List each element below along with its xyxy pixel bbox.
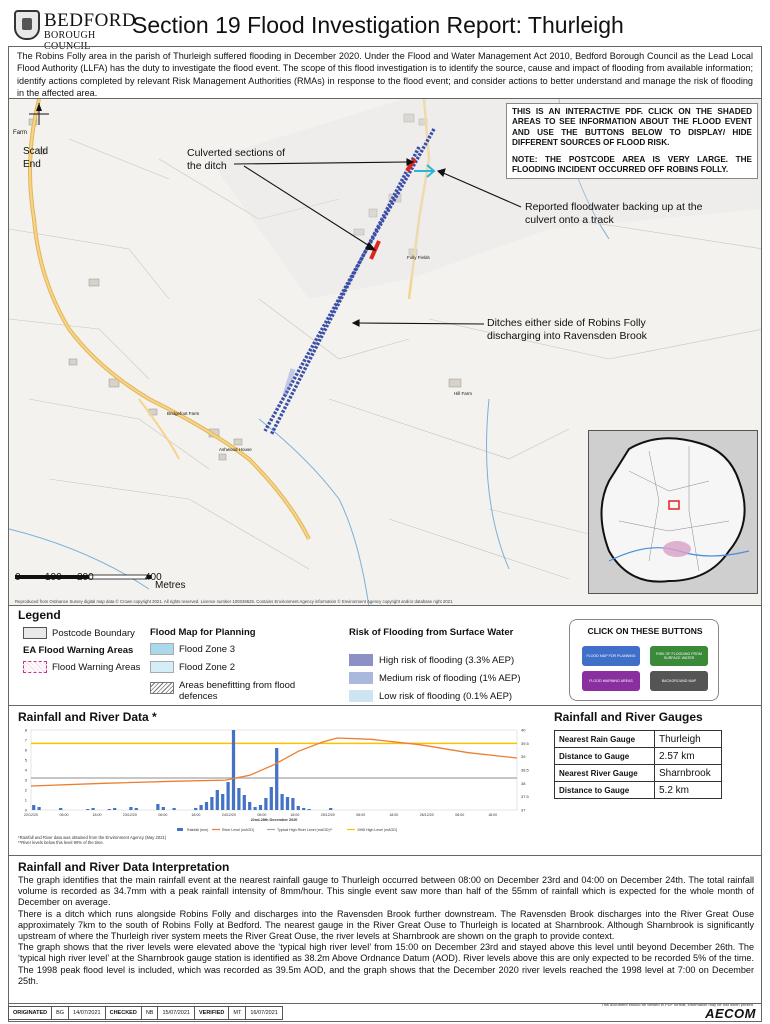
- y-right-tick-label: 39: [521, 754, 526, 760]
- legend-high-risk: High risk of flooding (3.3% AEP): [379, 655, 515, 666]
- rainfall-bar: [297, 806, 300, 810]
- originated-label: ORIGINATED: [8, 1006, 52, 1020]
- annotation-culverts: Culverted sections of the ditch: [187, 147, 286, 172]
- x-tick-label: 18:00: [191, 813, 201, 817]
- high-risk-swatch: [349, 654, 373, 666]
- interpretation-p3: The graph shows that the river levels were elevated above the ‘typical high river level’ from 15:00 on December 23rd and stayed above this level until beyond December 26th. The ‘typical high river level’ at the Sharnbrook gauge station is identified as 38.2m Above Ordnance Datum (AOD). River levels above this are only expected to be recorded 5% of the time. The 1998 peak flood level is included, which was recorded as 39.5m AOD, and the graph shows that the December 2020 river levels reached the 1998 level at 7:00 on December 25th.: [18, 942, 754, 986]
- y-right-tick-label: 37.5: [521, 794, 529, 800]
- chart-plot-area: [31, 730, 517, 810]
- rainfall-bar: [108, 809, 111, 810]
- y-left-tick-label: 0: [24, 807, 27, 813]
- defences-swatch: [150, 682, 174, 694]
- rainfall-bar: [226, 782, 229, 810]
- interpretation-body: [18, 875, 754, 987]
- x-tick-label: 24/12/20: [221, 813, 236, 817]
- info-text-1: THIS IS AN INTERACTIVE PDF. CLICK ON THE SHADED AREAS TO SEE INFORMATION ABOUT THE FLOOD EVENT AND USE THE BUTTONS BELOW TO DISPLAY/ HIDE DIFFERENT SOURCES OF FLOOD RISK.: [512, 107, 752, 148]
- interpretation-title: Rainfall and River Data Interpretation: [18, 860, 230, 874]
- legend-swatch: [177, 828, 183, 831]
- rainfall-bar: [253, 807, 256, 810]
- legend-low-risk: Low risk of flooding (0.1% AEP): [379, 691, 513, 702]
- place-bridgefoot: Bridgefoot Farm: [167, 411, 200, 416]
- map-copyright: Reproduced from Ordnance Survey digital map data © Crown copyright 2021. All rights reserved. Licence number 100048626. Contains Environment Agency information © Environment Agency copyright and/or database right 2021: [15, 599, 453, 604]
- rainfall-bar: [329, 808, 332, 810]
- gauge-label: Distance to Gauge: [555, 782, 655, 799]
- legend-ea-heading: EA Flood Warning Areas: [23, 645, 134, 656]
- footer: [8, 1003, 762, 1022]
- rainfall-bar: [275, 748, 278, 810]
- legend-zone2: Flood Zone 2: [179, 662, 235, 673]
- flood-warning-swatch: [23, 661, 47, 673]
- header: [0, 0, 770, 52]
- x-tick-label: 06:00: [59, 813, 69, 817]
- y-right-tick-label: 39.5: [521, 740, 529, 746]
- table-row: [555, 748, 722, 765]
- x-tick-label: 06:00: [257, 813, 267, 817]
- rainfall-bar: [216, 790, 219, 810]
- bedford-logo: [14, 8, 137, 52]
- verified-by: MT: [229, 1006, 246, 1020]
- legend-entry: River Level (mAOD): [222, 828, 255, 832]
- checked-date: 15/07/2021: [158, 1006, 195, 1020]
- rainfall-bar: [280, 794, 283, 810]
- chart-note-1: *Rainfall and River data was obtained from the Environment Agency (May 2021): [18, 835, 167, 840]
- table-row: [555, 731, 722, 748]
- x-tick-label: 18:00: [389, 813, 399, 817]
- interactive-info-box: [506, 103, 758, 179]
- checked-by: NB: [142, 1006, 159, 1020]
- gauge-value: Sharnbrook: [655, 765, 722, 782]
- rainfall-bar: [264, 798, 267, 810]
- legend-defences: Areas benefitting from flood defences: [179, 680, 296, 702]
- place-farm: Farm: [13, 130, 27, 136]
- rainfall-bar: [135, 808, 138, 810]
- rainfall-bar: [243, 795, 246, 810]
- gauge-value: Thurleigh: [655, 731, 722, 748]
- interpretation-p1: The graph identifies that the main rainfall event at the nearest rainfall gauge to Thurleigh occurred between 08:00 on December 23rd and 04:00 on December 24th. The total rainfall volume is recorded as 34.7mm with a peak rainfall intensity of 8mm/hour. This single event saw more than half of the 55mm of rainfall which is expected for the whole month of December on average.: [18, 875, 754, 908]
- legend-entry: Rainfall (mm): [187, 828, 209, 832]
- postcode-swatch: [23, 627, 47, 639]
- flood-map-planning-button[interactable]: FLOOD MAP FOR PLANNING: [582, 646, 640, 666]
- y-right-tick-label: 40: [521, 727, 526, 733]
- place-hill-farm: Hill Farm: [454, 391, 472, 396]
- rainfall-bar: [259, 805, 262, 810]
- info-text-2: NOTE: THE POSTCODE AREA IS VERY LARGE. THE FLOODING INCIDENT OCCURRED OFF ROBINS FOLLY.: [512, 154, 752, 175]
- x-tick-label: 18:00: [488, 813, 498, 817]
- scale-unit: Metres: [155, 580, 186, 591]
- surface-water-button[interactable]: RISK OF FLOODING FROM SURFACE WATER: [650, 646, 708, 666]
- rainfall-bar: [91, 808, 94, 810]
- legend-surface-heading: Risk of Flooding from Surface Water: [349, 627, 514, 638]
- rainfall-bar: [172, 808, 175, 810]
- flood-map[interactable]: [8, 98, 762, 606]
- gauge-value: 2.57 km: [655, 748, 722, 765]
- x-axis-label: 22nd-28th December 2020: [250, 818, 298, 822]
- y-left-tick-label: 1: [24, 797, 27, 803]
- rainfall-bar: [113, 808, 116, 810]
- scale-tick-100: 100: [45, 572, 62, 583]
- flood-warning-areas-button[interactable]: FLOOD WARNING AREAS: [582, 671, 640, 691]
- y-left-tick-label: 4: [24, 767, 27, 773]
- rainfall-bar: [205, 802, 208, 810]
- rainfall-bar: [32, 805, 35, 810]
- y-left-tick-label: 8: [24, 727, 27, 733]
- location-inset-map[interactable]: [588, 430, 758, 594]
- background-map-button[interactable]: BACKGROUND MAP: [650, 671, 708, 691]
- rainfall-bar: [210, 797, 213, 810]
- verified-date: 16/07/2021: [246, 1006, 283, 1020]
- x-tick-label: 06:00: [455, 813, 465, 817]
- legend-fmp-heading: Flood Map for Planning: [150, 627, 256, 638]
- y-right-tick-label: 38: [521, 780, 526, 786]
- rainfall-bar: [286, 797, 289, 810]
- x-tick-label: 25/12/20: [320, 813, 335, 817]
- y-left-tick-label: 6: [24, 747, 27, 753]
- x-tick-label: 06:00: [356, 813, 366, 817]
- aecom-logo: AECOM: [705, 1006, 756, 1021]
- rainfall-bar: [302, 808, 305, 810]
- y-left-tick-label: 7: [24, 737, 27, 743]
- gauge-label: Nearest River Gauge: [555, 765, 655, 782]
- rainfall-bar: [221, 794, 224, 810]
- y-left-tick-label: 2: [24, 787, 27, 793]
- x-tick-label: 26/12/20: [419, 813, 434, 817]
- rainfall-section: [8, 706, 762, 856]
- zone3-swatch: [150, 643, 174, 655]
- x-tick-label: 22/12/20: [24, 813, 38, 817]
- zone2-swatch: [150, 661, 174, 673]
- table-row: [555, 782, 722, 799]
- y-left-tick-label: 5: [24, 757, 27, 763]
- interpretation-p2: There is a ditch which runs alongside Robins Folly and discharges into the Ravensden Brook further downstream. The Ravensden Brook discharges into the River Great Ouse approximately 7km to the south of Robins Folly at Bedford. The nearest gauge in the River Great Ouse to Thurleigh is located at Sharnbrook. Although Sharnbrook is significantly upstream of where the Thurleigh river system meets the River Great Ouse, the river levels at Sharnbrook are shown on the graph to provide context.: [18, 908, 754, 942]
- gauge-label: Nearest Rain Gauge: [555, 731, 655, 748]
- rainfall-bar: [232, 730, 235, 810]
- logo-line2: BOROUGH COUNCIL: [44, 30, 96, 52]
- place-ashwood: Ashwood House: [219, 447, 252, 452]
- logo-line1: BEDFORD: [44, 10, 137, 31]
- legend-title: Legend: [18, 608, 61, 622]
- rainfall-bar: [199, 805, 202, 810]
- rainfall-bar: [194, 808, 197, 810]
- legend-postcode: Postcode Boundary: [52, 628, 135, 639]
- rainfall-bar: [37, 807, 40, 810]
- legend-medium-risk: Medium risk of flooding (1% AEP): [379, 673, 521, 684]
- y-left-tick-label: 3: [24, 777, 27, 783]
- originated-date: 14/07/2021: [69, 1006, 106, 1020]
- pdf-note: This document should be viewed in PDF format, information may be lost when printed: [601, 1002, 753, 1007]
- x-tick-label: 06:00: [158, 813, 168, 817]
- inset-canvas: [589, 431, 758, 594]
- rainfall-bar: [86, 809, 89, 810]
- x-tick-label: 18:00: [92, 813, 102, 817]
- gauge-label: Distance to Gauge: [555, 748, 655, 765]
- y-right-tick-label: 38.5: [521, 767, 529, 773]
- buttons-title: CLICK ON THESE BUTTONS: [587, 626, 703, 636]
- rainfall-bar: [248, 802, 251, 810]
- rainfall-bar: [59, 808, 62, 810]
- page-title: Section 19 Flood Investigation Report: Thurleigh: [132, 12, 624, 38]
- low-risk-swatch: [349, 690, 373, 702]
- x-tick-label: 18:00: [290, 813, 300, 817]
- rainfall-bar: [162, 807, 165, 810]
- verified-label: VERIFIED: [195, 1006, 229, 1020]
- interpretation-section: [8, 856, 762, 1022]
- legend-entry: Typical High River Level (mAOD)**: [277, 828, 333, 832]
- scale-tick-400: 400: [145, 572, 162, 583]
- scale-tick-200: 200: [77, 572, 94, 583]
- chart-note-2: **River levels below this level 90% of the time.: [18, 840, 104, 846]
- chart-notes: [18, 835, 166, 845]
- gauges-title: Rainfall and River Gauges: [554, 710, 703, 724]
- medium-risk-swatch: [349, 672, 373, 684]
- checked-label: CHECKED: [106, 1006, 142, 1020]
- y-right-tick-label: 37: [521, 807, 526, 813]
- rainfall-river-chart: [17, 724, 537, 836]
- signoff-row: [8, 1006, 283, 1020]
- rainfall-title: Rainfall and River Data *: [18, 710, 157, 724]
- originated-by: BG: [52, 1006, 69, 1020]
- place-scald-end: Scald End: [23, 146, 49, 170]
- x-tick-label: 23/12/20: [122, 813, 137, 817]
- gauge-value: 5.2 km: [655, 782, 722, 799]
- rainfall-bar: [237, 788, 240, 810]
- place-folly-fields: Folly Fields: [407, 255, 430, 260]
- rainfall-bar: [129, 807, 132, 810]
- legend-entry: 1998 High Level (mAOD): [357, 828, 398, 832]
- rainfall-bar: [291, 798, 294, 810]
- legend-zone3: Flood Zone 3: [179, 644, 235, 655]
- annotation-ditches: Ditches either side of Robins Folly discharging into Ravensden Brook: [487, 317, 647, 342]
- table-row: [555, 765, 722, 782]
- legend-flood-warning: Flood Warning Areas: [52, 662, 141, 673]
- rainfall-bar: [270, 787, 273, 810]
- crest-icon: [14, 10, 40, 40]
- scale-tick-0: 0: [15, 572, 21, 583]
- rainfall-bar: [156, 804, 159, 810]
- legend: [8, 606, 762, 706]
- gauges-table: [554, 730, 722, 799]
- intro-text: The Robins Folly area in the parish of Thurleigh suffered flooding in December 2020. Under the Flood and Water Management Act 2010, Bedford Borough Council as the Lead Local Flood Authority (LLFA) has the duty to investigate the flood event. The scope of this flood investigation is to identify the source, cause and impact of flooding from available information; identify actions completed by relevant Risk Management Authorities (RMAs) in response to the flood event; and consider actions to better understand and manage the risk of flooding in the affected area.: [8, 46, 762, 98]
- rainfall-bar: [307, 809, 310, 810]
- layer-buttons-panel: [569, 619, 719, 701]
- annotation-backing: Reported floodwater backing up at the culvert onto a track: [525, 201, 703, 226]
